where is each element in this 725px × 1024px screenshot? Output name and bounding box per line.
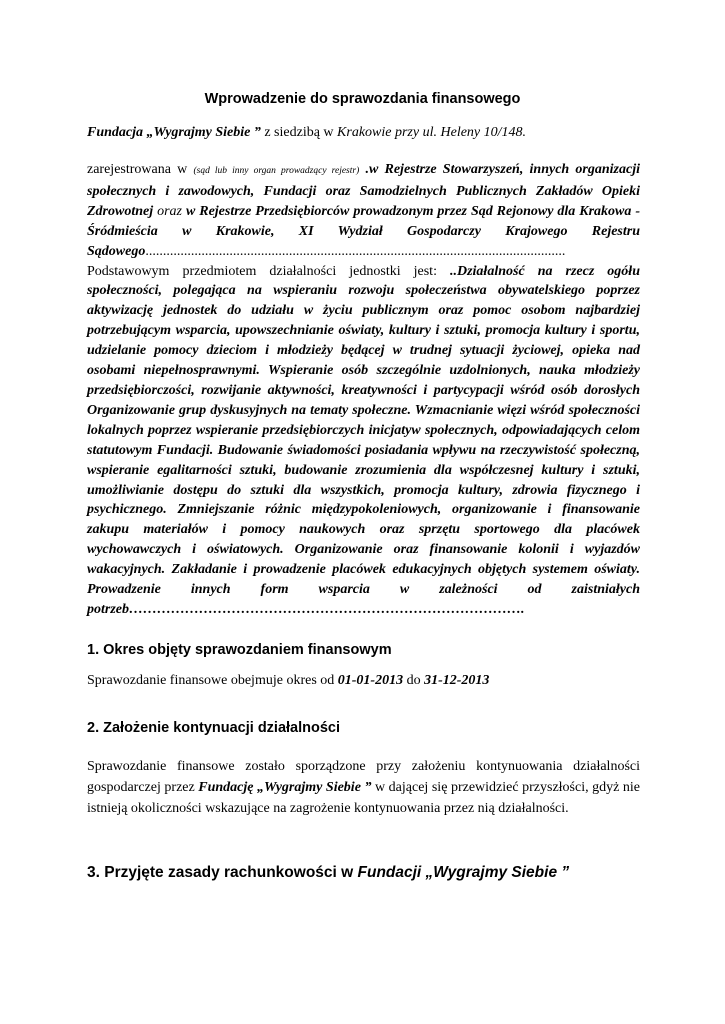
activity-text: ..Działalność na rzecz ogółu społeczności, polegająca na wspieraniu rozwoju społeczeństwa obywatelskiego poprzez aktywizację jednostek do udziału w życiu publicznym oraz pomoc osobom najbardziej potrzebującym wsparcia, upowszechnianie oświaty, kultury i sztuki, promocja kultury i sportu, udzielanie pomocy dzieciom i młodzieży będącej w trudnej sytuacji życiowej, opieka nad osobami niepełnosprawnymi. Wspieranie osób szczególnie uzdolnionych, nauka młodzieży przedsiębiorczości, rozwijanie aktywności, kreatywności i partycypacji wśród osób dorosłych Organizowanie grup dyskusyjnych na tematy społeczne. Wzmacnianie więzi wśród społeczności lokalnych poprzez wspieranie przedsiębiorczych inicjatyw społecznych, odpowiadających celom statutowym Fundacji. Budowanie świadomości posiadania wpływu na rzeczywistość społeczną, wspieranie egalitarności sztuki, budowanie zrozumienia dla współczesnej kultury i sztuki, umożliwianie dostępu do sztuki dla wszystkich, promocja kultury, zdrowia fizycznego i psychicznego. Zmniejszanie różnic międzypokoleniowych, organizowanie i finansowanie zakupu materiałów i pomocy naukowych oraz sprzętu sportowego dla placówek wychowawczych i oświatowych. Organizowanie oraz finansowanie kolonii i wyjazdów wakacyjnych. Zakładanie i prowadzenie placówek edukacyjnych objętych systemem oświaty. Prowadzenie innych form wsparcia w zależności od zaistniałych potrzeb xyxy=(87,263,640,617)
section-2-text-rest: w dającej się przewidzieć przyszłości, gdyż nie istnieją okoliczności wskazujące na zagrożenie kontynuowania przez nią działalności. xyxy=(87,780,641,816)
registration-dots: ........................................................................................................................ xyxy=(145,243,566,259)
document-title: Wprowadzenie do sprawozdania finansowego xyxy=(204,91,521,107)
section-3-heading-lead: 3. Przyjęte zasady rachunkowości w xyxy=(87,864,358,881)
registration-lead: zarejestrowana w xyxy=(87,162,194,177)
registration-court-hint: (sąd lub inny organ prowadzący rejestr) xyxy=(193,166,360,176)
activity-lead: Podstawowym przedmiotem działalności jednostki jest: xyxy=(87,263,450,279)
intro-seat-text: z siedzibą w xyxy=(260,125,338,140)
registration-register-2: w Rejestrze Przedsiębiorców prowadzonym przez Sąd Rejonowy dla Krakowa - Śródmieścia w Krakowie, XI Wydział Gospodarczy Krajowego Rejestru Sądowego xyxy=(87,203,640,259)
section-3-heading-org: Fundacji „Wygrajmy Siebie ” xyxy=(357,864,570,881)
registration-paragraph xyxy=(87,160,640,620)
section-2-org-name: Fundację „Wygrajmy Siebie ” xyxy=(198,780,372,795)
section-1-text-mid: do xyxy=(403,673,425,688)
activity-dots: …………………………………………………………………………. xyxy=(129,601,525,617)
registration-register-1: .w Rejestrze Stowarzyszeń, innych organizacji społecznych i zawodowych, Fundacji oraz Samodzielnych Publicznych Zakładów Opieki Zdrowotnej xyxy=(87,162,640,219)
intro-line xyxy=(87,125,526,141)
intro-org-name: Fundacja „Wygrajmy Siebie ” xyxy=(87,125,261,140)
section-2-text xyxy=(87,756,640,819)
section-1-text-lead: Sprawozdanie finansowe obejmuje okres od xyxy=(87,673,338,688)
section-2-heading: 2. Założenie kontynuacji działalności xyxy=(87,720,341,736)
section-1-heading: 1. Okres objęty sprawozdaniem finansowym xyxy=(87,642,392,658)
section-1-date-to: 31-12-2013 xyxy=(424,673,490,688)
section-1-text xyxy=(87,670,640,691)
section-2-text-lead: Sprawozdanie finansowe zostało sporządzone przy założeniu kontynuowania działalności gospodarczej przez xyxy=(87,759,640,795)
section-3-heading xyxy=(87,864,569,882)
section-1-date-from: 01-01-2013 xyxy=(337,673,404,688)
intro-address: Krakowie przy ul. Heleny 10/148. xyxy=(337,125,527,140)
registration-oraz: oraz xyxy=(153,203,186,219)
